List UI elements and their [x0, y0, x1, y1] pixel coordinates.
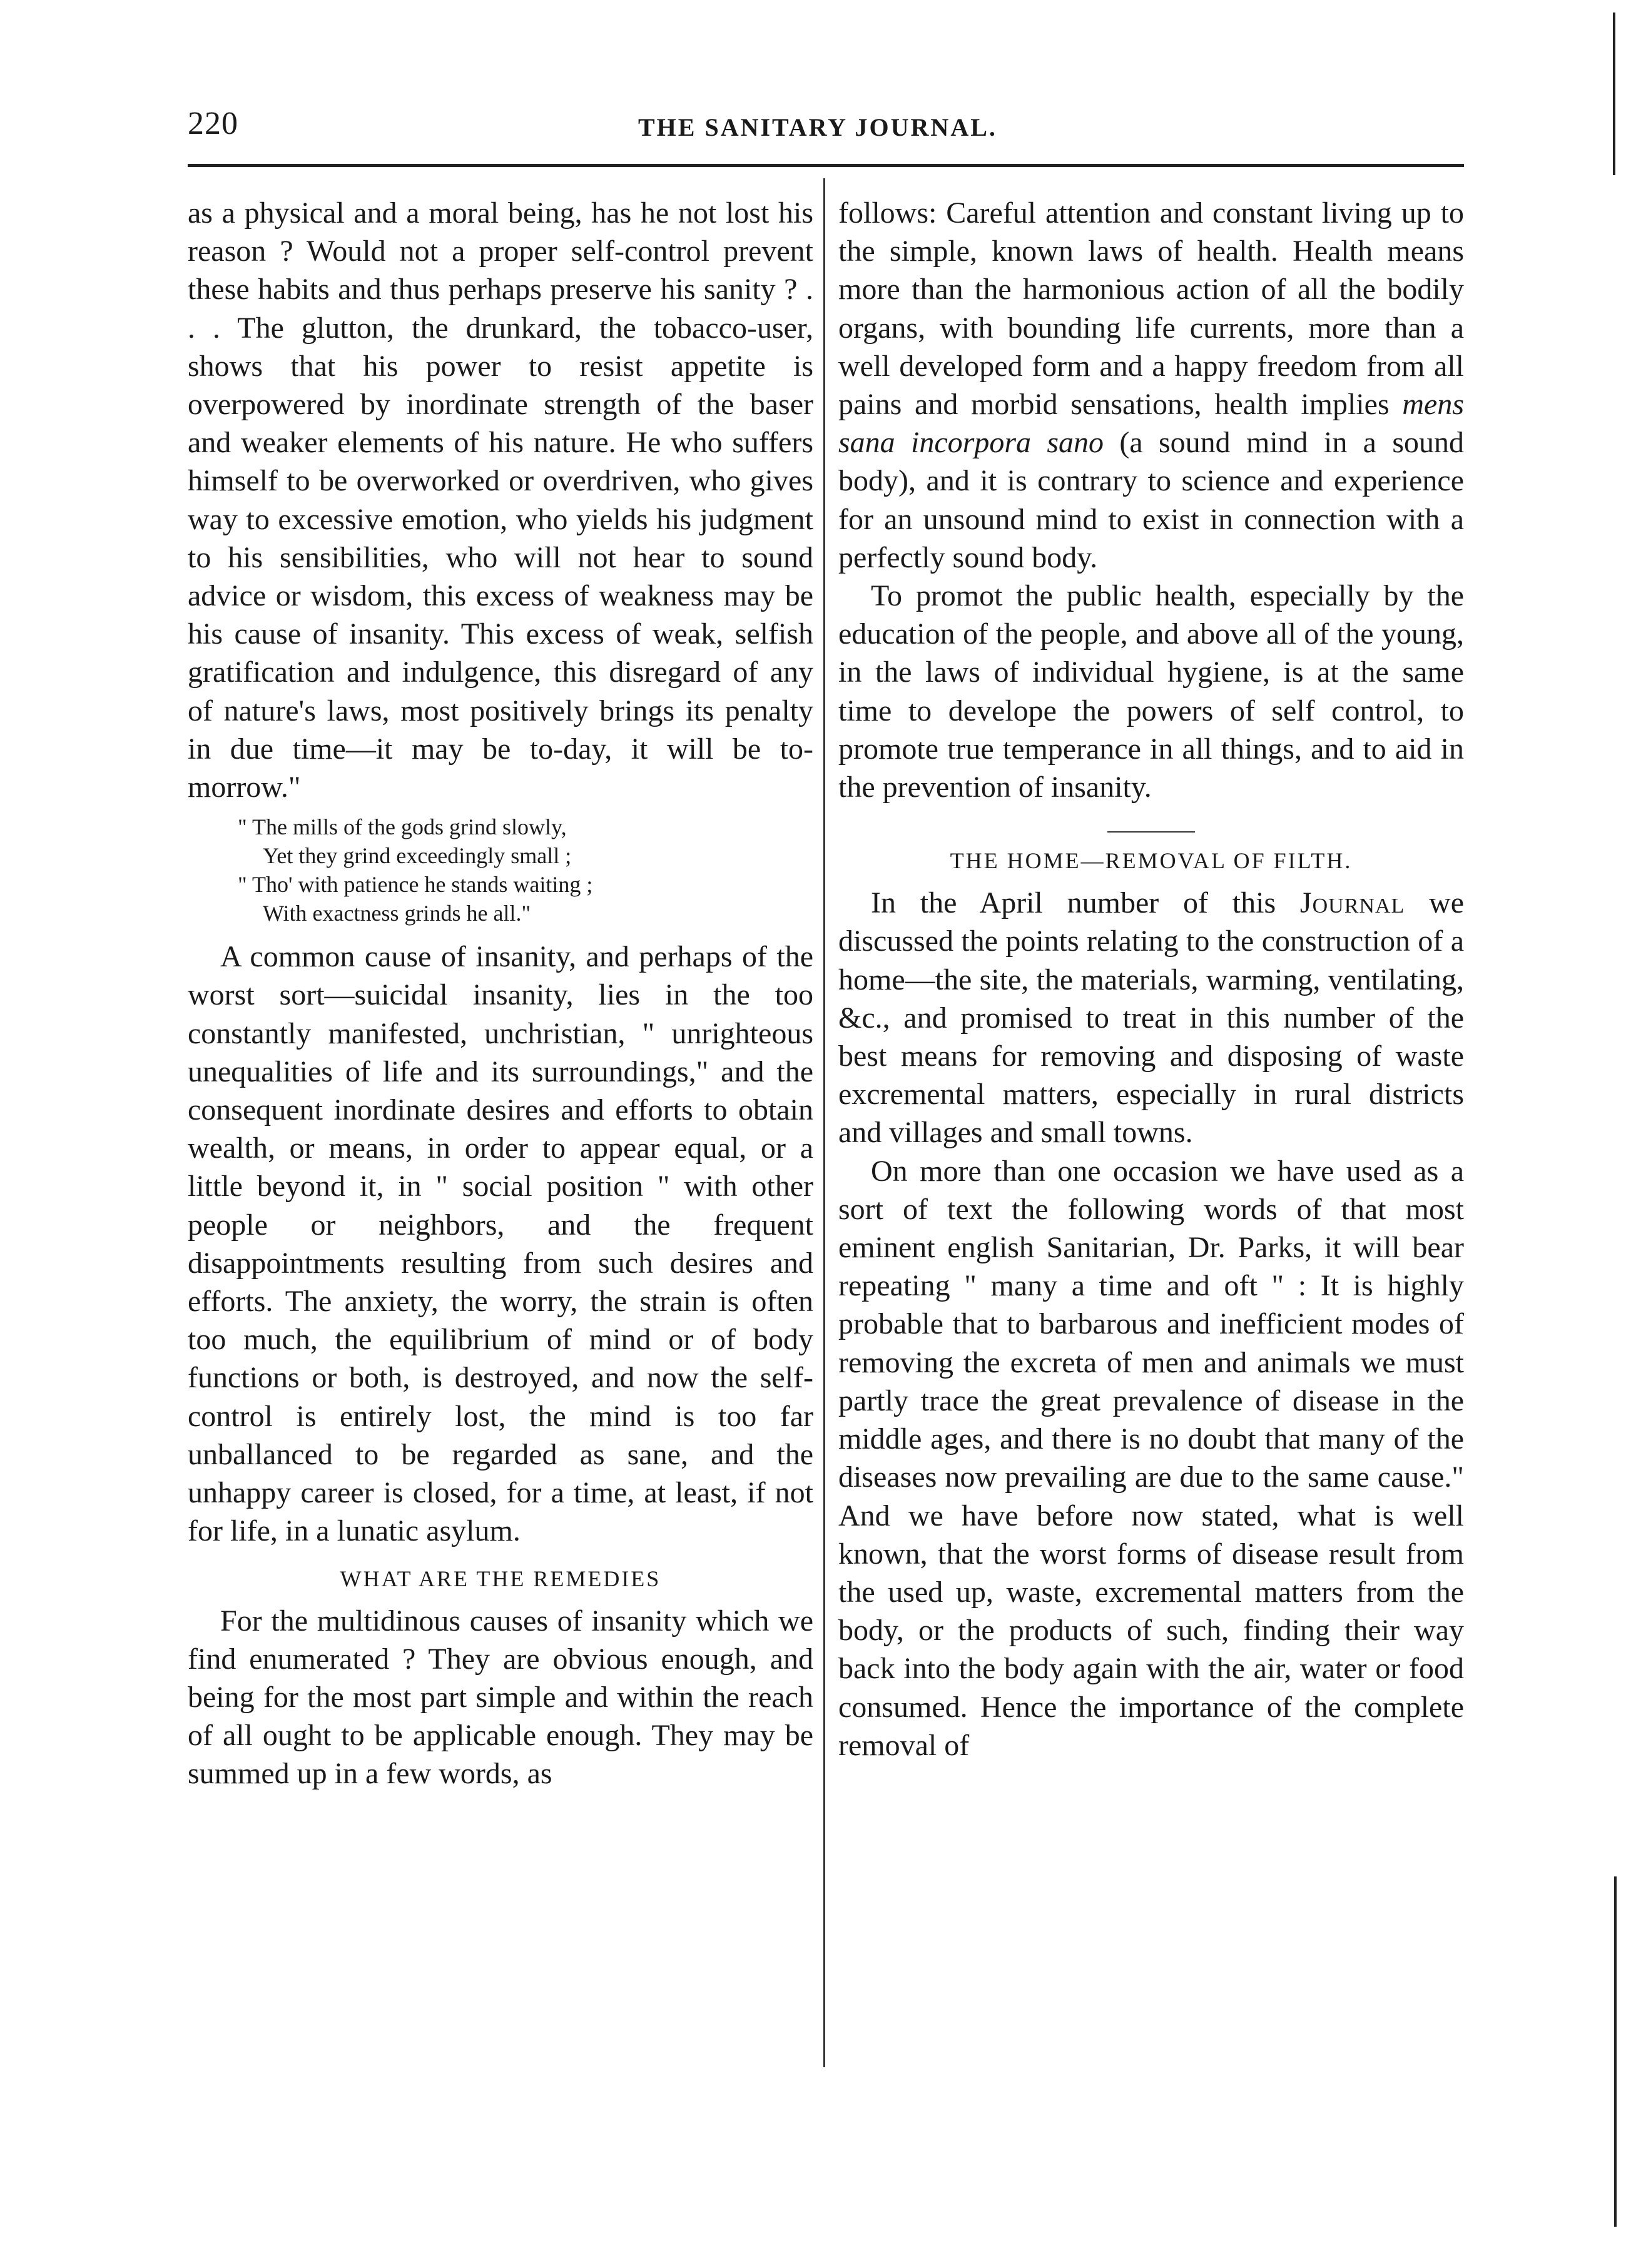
section-heading: THE HOME—REMOVAL OF FILTH.: [950, 848, 1353, 874]
paragraph: as a physical and a moral being, has he not lost his reason ? Would not a proper self-control prevent these habits and thus perhaps preserve his sanity ? . . . The glutton, the drunkard, the tobacco-user, shows that his power to resist appetite is overpowered by inordinate strength of the baser and weaker elements of his nature. He who suffers himself to be overworked or overdriven, who gives way to excessive emotion, who yields his judgment to his sensibilities, who will not hear to sound advice or wisdom, this excess of weakness may be his cause of insanity. This excess of weak, selfish gratification and indulgence, this disregard of any of nature's laws, most positively brings its penalty in due time—it may be to-day, it will be to-morrow.": [188, 196, 813, 804]
section-divider: [1107, 831, 1195, 833]
poem-line: Yet they grind exceedingly small ;: [263, 843, 572, 869]
running-title: THE SANITARY JOURNAL.: [638, 113, 997, 141]
header-rule: [188, 164, 1464, 167]
paragraph: To promot the public health, especially by the education of the people, and above all of the young, in the laws of individual hygiene, is at the same time to develope the powers of self control, to promote true temperance in all things, and to aid in the prevention of insanity.: [838, 579, 1464, 804]
left-column: [188, 194, 813, 2070]
text-run: follows: Careful attention and constant living up to the simple, known laws of health. Health means more than the harmonious action of all the bodily organs, with bounding life currents, more than a well developed form and a happy freedom from all pains and morbid sensations, health implies: [838, 196, 1464, 422]
poem-line: With exactness grinds he all.": [263, 901, 531, 926]
text-run: we discussed the points relating to the construction of a home—the site, the materials, warming, ventilating, &c., and promised to treat in this number of the best means for removing and disposing of waste excremental matters, especially in rural districts and villages and small towns.: [838, 886, 1464, 1150]
text-run: (a sound mind in a sound body), and it is contrary to science and experience for an unsound mind to exist in connection with a perfectly sound body.: [838, 426, 1464, 574]
poem-line: " Tho' with patience he stands waiting ;: [238, 872, 593, 898]
poem-quote: [238, 813, 813, 928]
page-header: [188, 94, 1464, 150]
right-column: [838, 194, 1464, 2070]
latin-phrase: mens sana incorpora sano: [838, 388, 1464, 460]
paragraph: [838, 194, 1464, 577]
paragraph: On more than one occasion we have used as a sort of text the following words of that most eminent english Sanitarian, Dr. Parks, it will bear repeating " many a time and oft " : It is highly probable that to barbarous and inefficient modes of removing the excreta of men and animals we must partly trace the great prevalence of disease in the middle ages, and there is no doubt that many of the diseases now prevailing are due to the same cause." And we have before now stated, what is well known, that the worst forms of disease result from the used up, waste, excremental matters from the body, or the products of such, finding their way back into the body again with the air, water or food consumed. Hence the importance of the complete removal of: [838, 1154, 1464, 1762]
scan-edge-mark: [1614, 1876, 1617, 2227]
poem-line: " The mills of the gods grind slowly,: [238, 814, 567, 840]
section-heading: WHAT ARE THE REMEDIES: [340, 1566, 661, 1591]
page-number: 220: [188, 106, 238, 141]
paragraph: A common cause of insanity, and perhaps of the worst sort—suicidal insanity, lies in the too constantly manifested, unchristian, " unrighteous unequalities of life and its surroundings," and the consequent inordinate desires and efforts to obtain wealth, or means, in order to appear equal, or a little beyond it, in " social position " with other people or neighbors, and the frequent disappointments resulting from such desires and efforts. The anxiety, the worry, the strain is often too much, the equilibrium of mind or of body functions or both, is destroyed, and now the self-control is entirely lost, the mind is too far unballanced to be regarded as sane, and the unhappy career is closed, for a time, at least, if not for life, in a lunatic asylum.: [188, 940, 813, 1548]
scan-edge-mark: [1613, 13, 1615, 175]
paragraph: [838, 884, 1464, 1152]
column-divider: [823, 178, 825, 2067]
paragraph: For the multidinous causes of insanity which we find enumerated ? They are obvious enough, and being for the most part simple and within the reach of all ought to be applicable enough. They may be summed up in a few words, as: [188, 1604, 813, 1791]
text-run: In the April number of this: [871, 886, 1300, 920]
journal-name: Journal: [1299, 886, 1405, 920]
